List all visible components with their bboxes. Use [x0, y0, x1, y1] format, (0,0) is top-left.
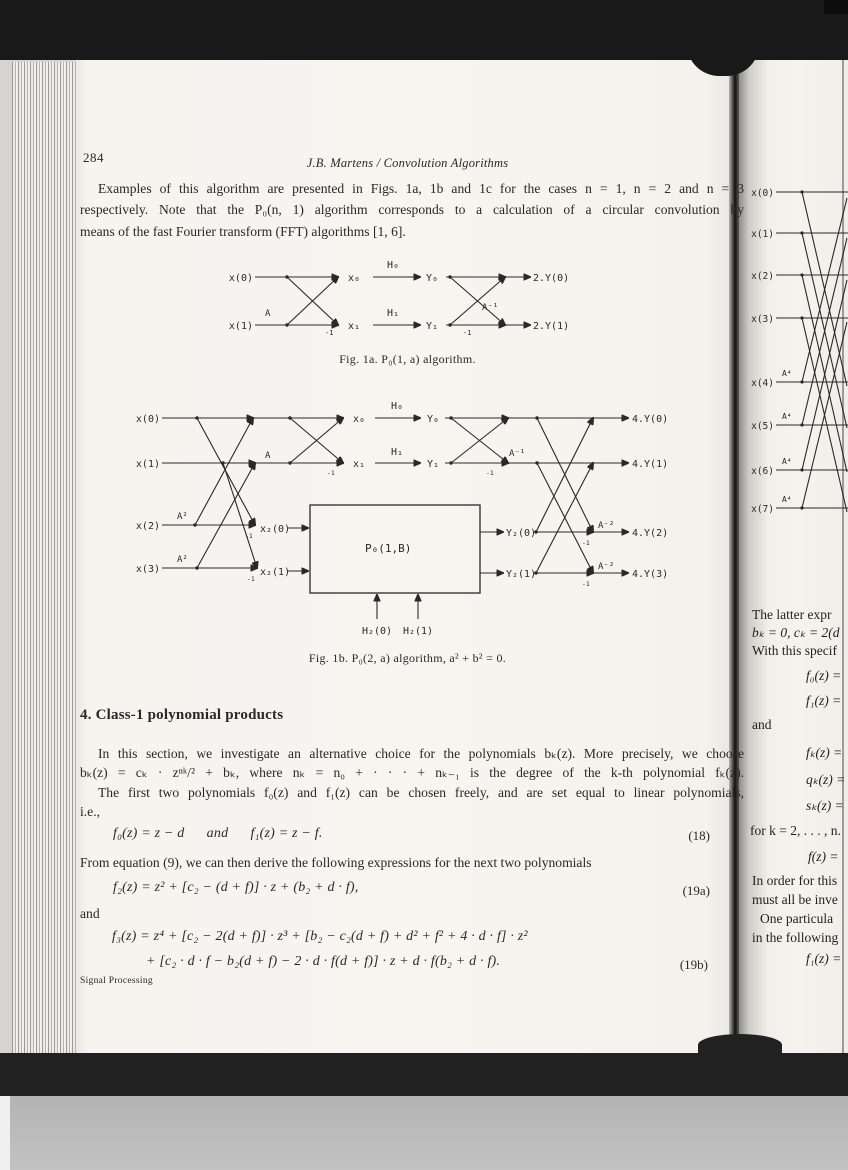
and-word: and	[80, 906, 100, 921]
fig1a-diagram	[220, 252, 650, 352]
book-page-edges	[12, 62, 77, 1053]
equation-18: f₀(z) = z − d and f₁(z) = z − f.	[113, 826, 323, 841]
derive-line: From equation (9), we can then derive the following expressions for the next two polynomials	[80, 855, 592, 870]
page-number: 284	[83, 150, 104, 165]
photo-background-bottom	[0, 1053, 848, 1096]
section-paragraph	[80, 744, 744, 822]
fig1b-input-2: x(2)	[135, 521, 160, 532]
fig1b-h2-1: H₂(1)	[402, 626, 434, 637]
fig1c-input-6: x(6)	[751, 466, 774, 477]
rp-text: in the following	[752, 930, 839, 945]
rp-text: One particula	[760, 911, 834, 926]
equation-19b-line1: f₃(z) = z⁴ + [c₂ − 2(d + f)] · z³ + [b₂ − c₂(d + f) + d² + f² + 4 · d · f] · z²	[112, 929, 528, 944]
fig1c-input-5: x(5)	[751, 421, 774, 432]
fig1a-mult-a-inv: A⁻¹	[482, 303, 499, 313]
fig1a-caption: Fig. 1a. P₀(1, a) algorithm.	[339, 352, 476, 366]
fig1a-node-0: x₀	[348, 273, 361, 284]
fig1b-mult-a2-0: A²	[177, 512, 188, 522]
equation-19b-line2: + [c₂ · d · f − b₂(d + f) − 2 · d · f(d + f)] · z + d · f(b₂ + d · f).	[146, 954, 501, 969]
fig1b-input-3: x(3)	[135, 564, 160, 575]
rp-equation: f(z) =	[808, 849, 839, 864]
equation-19a: f₂(z) = z² + [c₂ − (d + f)] · z + (b₂ + d · f),	[113, 880, 359, 895]
fig1c-input-2: x(2)	[751, 271, 774, 282]
photo-edge-strip	[0, 1096, 10, 1170]
fig1b-y-1: Y₁	[427, 459, 440, 470]
rp-equation: f₁(z) =	[806, 951, 842, 966]
equation-19b-number: (19b)	[679, 957, 708, 972]
rp-text: for k = 2, . . . , n.	[750, 823, 841, 838]
equation-19a-number: (19a)	[682, 883, 710, 898]
fig1c-mult-a4: A⁴	[782, 412, 792, 421]
fig1c-diagram-partial	[740, 170, 848, 530]
fig1b-output-2: 4.Y(2)	[632, 528, 669, 539]
fig1b-input-0: x(0)	[135, 414, 160, 425]
section-line: The first two polynomials f₀(z) and f₁(z) can be chosen freely, and are set equal to linear polynomials,	[98, 784, 744, 800]
fig1c-input-7: x(7)	[751, 504, 774, 515]
fig1b-mult-a: A	[265, 451, 271, 461]
fig1b-h-0: H₀	[390, 401, 404, 412]
photo-background-top-notch	[824, 0, 848, 14]
fig1b-mult-a2-1: A²	[177, 555, 188, 565]
fig1a-node-1: x₁	[348, 321, 361, 332]
fig1c-mult-a4: A⁴	[782, 457, 792, 466]
fig1c-input-0: x(0)	[751, 188, 774, 199]
rp-text: The latter expr	[752, 607, 832, 622]
rp-text: and	[752, 717, 772, 732]
section-line: In this section, we investigate an alternative choice for the polynomials bₖ(z). More precisely, we choose	[98, 746, 744, 761]
fig1a-neg1b: -1	[463, 329, 472, 337]
fig1a-input-0: x(0)	[228, 273, 253, 284]
fig1c-mult-a4: A⁴	[782, 369, 792, 378]
section-line: i.e.,	[80, 804, 101, 820]
fig1b-box-label: P₀(1,B)	[365, 542, 412, 555]
fig1c-mult-a4: A⁴	[782, 495, 792, 504]
rp-equation: f₀(z) =	[806, 668, 842, 683]
fig1c-input-4: x(4)	[751, 378, 774, 389]
fig1a-output-1: 2.Y(1)	[533, 321, 570, 332]
section-line: bₖ(z) = cₖ · zⁿᵏ/² + bₖ, where nₖ = n₀ + · · · + nₖ₋₁ is the degree of the k-th polynomial fₖ(z).	[80, 765, 744, 781]
fig1a-h-1: H₁	[386, 308, 400, 319]
fig1b-neg: -1	[486, 469, 494, 477]
intro-line: means of the fast Fourier transform (FFT) algorithms [1, 6].	[80, 223, 406, 239]
fig1b-mult-a-inv: A⁻¹	[509, 449, 526, 459]
fig1a-mult-a: A	[265, 309, 271, 319]
fig1c-input-3: x(3)	[751, 314, 774, 325]
rp-equation: qₖ(z) =	[806, 772, 846, 787]
rp-equation: fₖ(z) =	[806, 745, 843, 760]
fig1b-mult-a-inv2-1: A⁻²	[598, 562, 615, 572]
fig1b-output-0: 4.Y(0)	[632, 414, 669, 425]
rp-text: bₖ = 0, cₖ = 2(d	[752, 625, 840, 640]
fig1b-mult-a-inv2-0: A⁻²	[598, 521, 615, 531]
fig1b-y2-0: Y₂(0)	[506, 528, 537, 539]
fig1b-output-1: 4.Y(1)	[632, 459, 669, 470]
fig1c-input-1: x(1)	[751, 229, 774, 240]
fig1b-input-1: x(1)	[135, 459, 160, 470]
rp-text: must all be inve	[752, 892, 838, 907]
rp-text: With this specif	[752, 643, 837, 658]
fig1b-h2-0: H₂(0)	[361, 626, 393, 637]
section-heading: 4. Class-1 polynomial products	[80, 707, 284, 723]
fig1b-node-0: x₀	[353, 414, 366, 425]
fig1b-neg: -1	[247, 575, 255, 583]
equation-18-number: (18)	[688, 828, 710, 843]
intro-line: respectively. Note that the P₀(n, 1) algorithm corresponds to a calculation of a circular convolution by	[80, 202, 744, 218]
fig1a-input-1: x(1)	[228, 321, 253, 332]
fig1a-output-0: 2.Y(0)	[533, 273, 570, 284]
photo-background-top-wedge	[686, 0, 760, 76]
rp-text: In order for this	[752, 873, 838, 888]
photo-table-surface	[0, 1096, 848, 1170]
fig1b-y2-1: Y₂(1)	[506, 569, 537, 580]
fig1b-output-3: 4.Y(3)	[632, 569, 669, 580]
fig1a-y-0: Y₀	[426, 273, 439, 284]
fig1b-neg: -1	[327, 469, 335, 477]
journal-footer: Signal Processing	[80, 976, 153, 986]
fig1a-h-0: H₀	[386, 260, 400, 271]
fig1b-neg: -1	[582, 539, 590, 547]
rp-equation: sₖ(z) =	[806, 798, 844, 813]
fig1b-node-1: x₁	[353, 459, 366, 470]
fig1a-y-1: Y₁	[426, 321, 439, 332]
fig1b-caption: Fig. 1b. P₀(2, a) algorithm, a² + b² = 0.	[308, 651, 507, 665]
fig1b-neg: -1	[582, 580, 590, 588]
fig1b-diagram	[115, 395, 685, 645]
fig1b-h-1: H₁	[390, 447, 404, 458]
intro-paragraph	[80, 178, 744, 242]
fig1a-neg1: -1	[325, 329, 334, 337]
running-head: J.B. Martens / Convolution Algorithms	[306, 156, 509, 170]
rp-equation: f₁(z) =	[806, 693, 842, 708]
fig1b-x2-0: x₂(0)	[260, 524, 291, 535]
fig1b-y-0: Y₀	[427, 414, 440, 425]
fig1b-neg: -1	[245, 532, 253, 540]
fig1b-x2-1: x₂(1)	[260, 567, 291, 578]
intro-line: Examples of this algorithm are presented in Figs. 1a, 1b and 1c for the cases n = 1, n = 2 and n = 3	[98, 181, 744, 196]
